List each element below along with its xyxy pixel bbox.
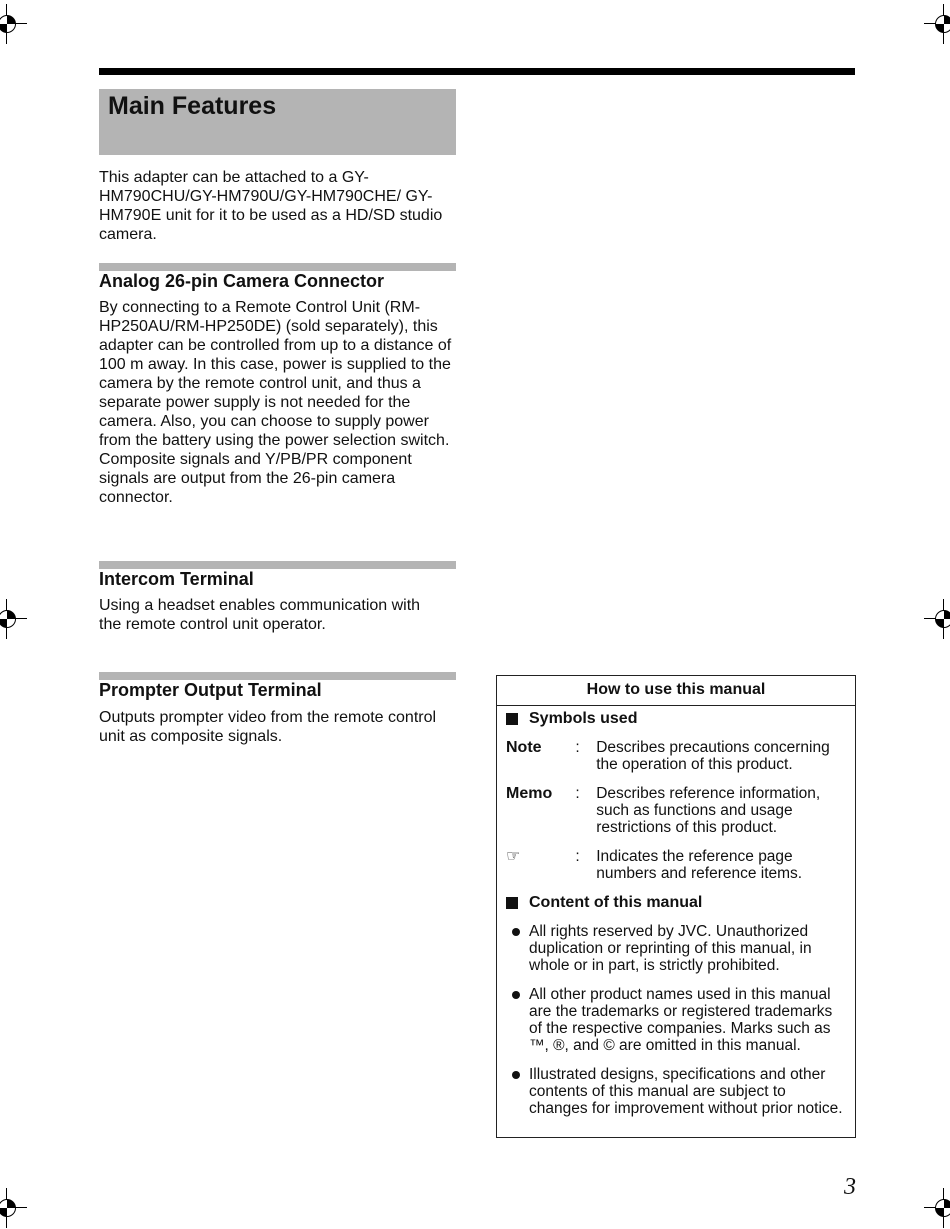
section-body-intercom: Using a headset enables communication with the remote control unit operator. — [99, 597, 421, 633]
bullet-dot-icon — [506, 923, 529, 974]
symbol-row-reference: ☞ : Indicates the reference page numbers and reference items. — [506, 848, 803, 882]
square-bullet-icon — [506, 713, 518, 725]
registration-mark-bottom-right — [932, 1196, 950, 1220]
symbol-row-memo: Memo : Describes reference information, such as functions and usage restrictions of this product. — [506, 785, 821, 836]
bullet-dot-icon — [506, 986, 529, 1054]
howto-content — [506, 705, 848, 1117]
content-heading: Content of this manual — [506, 894, 848, 911]
howto-header: How to use this manual — [497, 676, 855, 706]
registration-mark-mid-right — [932, 607, 950, 631]
pointing-hand-icon: ☞ — [506, 848, 521, 865]
title-box — [99, 89, 456, 155]
list-item: All rights reserved by JVC. Unauthorized duplication or reprinting of this manual, in whole or in part, is strictly prohibited. — [506, 923, 848, 974]
howto-box — [496, 675, 856, 1138]
symbols-used-heading: Symbols used — [506, 710, 848, 727]
section-title-prompter: Prompter Output Terminal — [99, 680, 322, 700]
bullet-dot-icon — [506, 1066, 529, 1117]
intro-text: This adapter can be attached to a GY-HM790CHU/GY-HM790U/GY-HM790CHE/ GY-HM790E unit for it to be used as a HD/SD studio camera. — [99, 169, 443, 243]
section-bar-1 — [99, 263, 456, 271]
list-item: All other product names used in this manual are the trademarks or registered trademarks of the respective companies. Marks such as ™, ®, and © are omitted in this manual. — [506, 986, 848, 1054]
section-title-analog: Analog 26-pin Camera Connector — [99, 271, 385, 291]
page-title: Main Features — [108, 92, 277, 120]
symbol-row-note: Note : Describes precautions concerning the operation of this product. — [506, 739, 830, 773]
page-number: 3 — [844, 1174, 856, 1200]
registration-mark-mid-left — [0, 607, 19, 631]
top-rule — [99, 68, 855, 75]
section-bar-3 — [99, 672, 456, 680]
section-body-analog: By connecting to a Remote Control Unit (RM-HP250AU/RM-HP250DE) (sold separately), this adapter can be controlled from up to a distance of 100 m away. In this case, power is supplied to the camera by the remote control unit, and thus a separate power supply is not needed for the camera. Also, you can choose to supply power from the battery using the power selection switch. Composite signals and Y/PB/PR component signals are output from the 26-pin camera connector. — [99, 299, 452, 506]
registration-mark-top-right — [932, 12, 950, 36]
registration-mark-bottom-left — [0, 1196, 19, 1220]
section-bar-2 — [99, 561, 456, 569]
list-item: Illustrated designs, specifications and other contents of this manual are subject to changes for improvement without prior notice. — [506, 1066, 848, 1117]
registration-mark-top-left — [0, 12, 19, 36]
section-title-intercom: Intercom Terminal — [99, 569, 254, 589]
square-bullet-icon — [506, 897, 518, 909]
section-body-prompter: Outputs prompter video from the remote control unit as composite signals. — [99, 709, 437, 745]
